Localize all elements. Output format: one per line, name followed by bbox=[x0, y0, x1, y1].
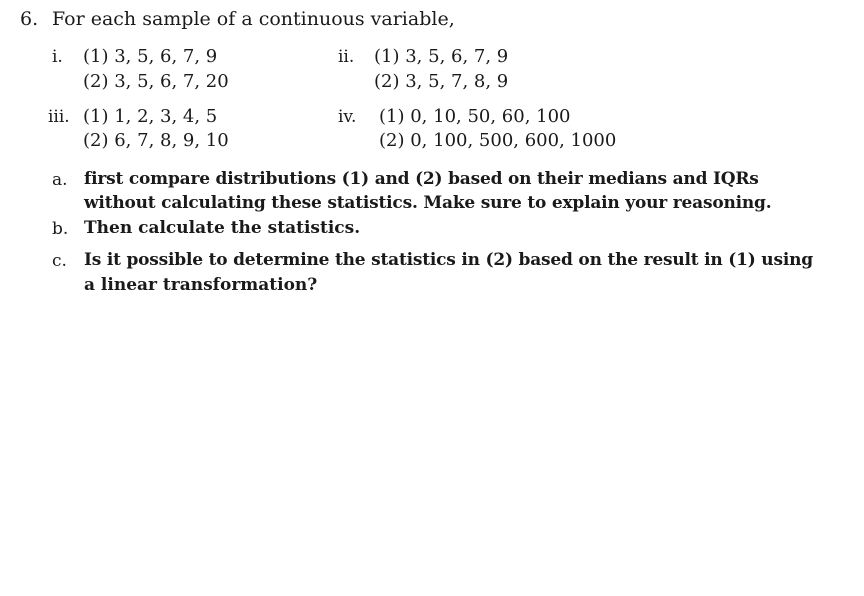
sample-marker: iv. bbox=[338, 107, 357, 127]
sample-line-2: (2) 3, 5, 6, 7, 20 bbox=[83, 71, 229, 92]
part-marker: c. bbox=[52, 251, 67, 271]
part-marker: a. bbox=[52, 170, 68, 190]
sample-line-2: (2) 0, 100, 500, 600, 1000 bbox=[379, 130, 617, 151]
part-line-2: without calculating these statistics. Make sure to explain your reasoning. bbox=[84, 193, 772, 213]
part-line-1: Then calculate the statistics. bbox=[84, 218, 361, 238]
question-stem: For each sample of a continuous variable, bbox=[52, 8, 455, 30]
sample-marker: iii. bbox=[48, 107, 70, 127]
sample-line-1: (1) 3, 5, 6, 7, 9 bbox=[374, 46, 509, 67]
part-line-1: Is it possible to determine the statistics in (2) based on the result in (1) using bbox=[84, 250, 813, 270]
sample-line-2: (2) 3, 5, 7, 8, 9 bbox=[374, 71, 509, 92]
sample-marker: i. bbox=[52, 47, 63, 67]
part-line-1: first compare distributions (1) and (2) based on their medians and IQRs bbox=[84, 169, 759, 189]
question-number: 6. bbox=[20, 8, 39, 30]
sample-line-1: (1) 3, 5, 6, 7, 9 bbox=[83, 46, 218, 67]
sample-line-1: (1) 0, 10, 50, 60, 100 bbox=[379, 106, 571, 127]
part-line-2: a linear transformation? bbox=[84, 275, 318, 295]
sample-marker: ii. bbox=[338, 47, 355, 67]
sample-line-2: (2) 6, 7, 8, 9, 10 bbox=[83, 130, 229, 151]
part-marker: b. bbox=[52, 219, 69, 239]
sample-line-1: (1) 1, 2, 3, 4, 5 bbox=[83, 106, 218, 127]
